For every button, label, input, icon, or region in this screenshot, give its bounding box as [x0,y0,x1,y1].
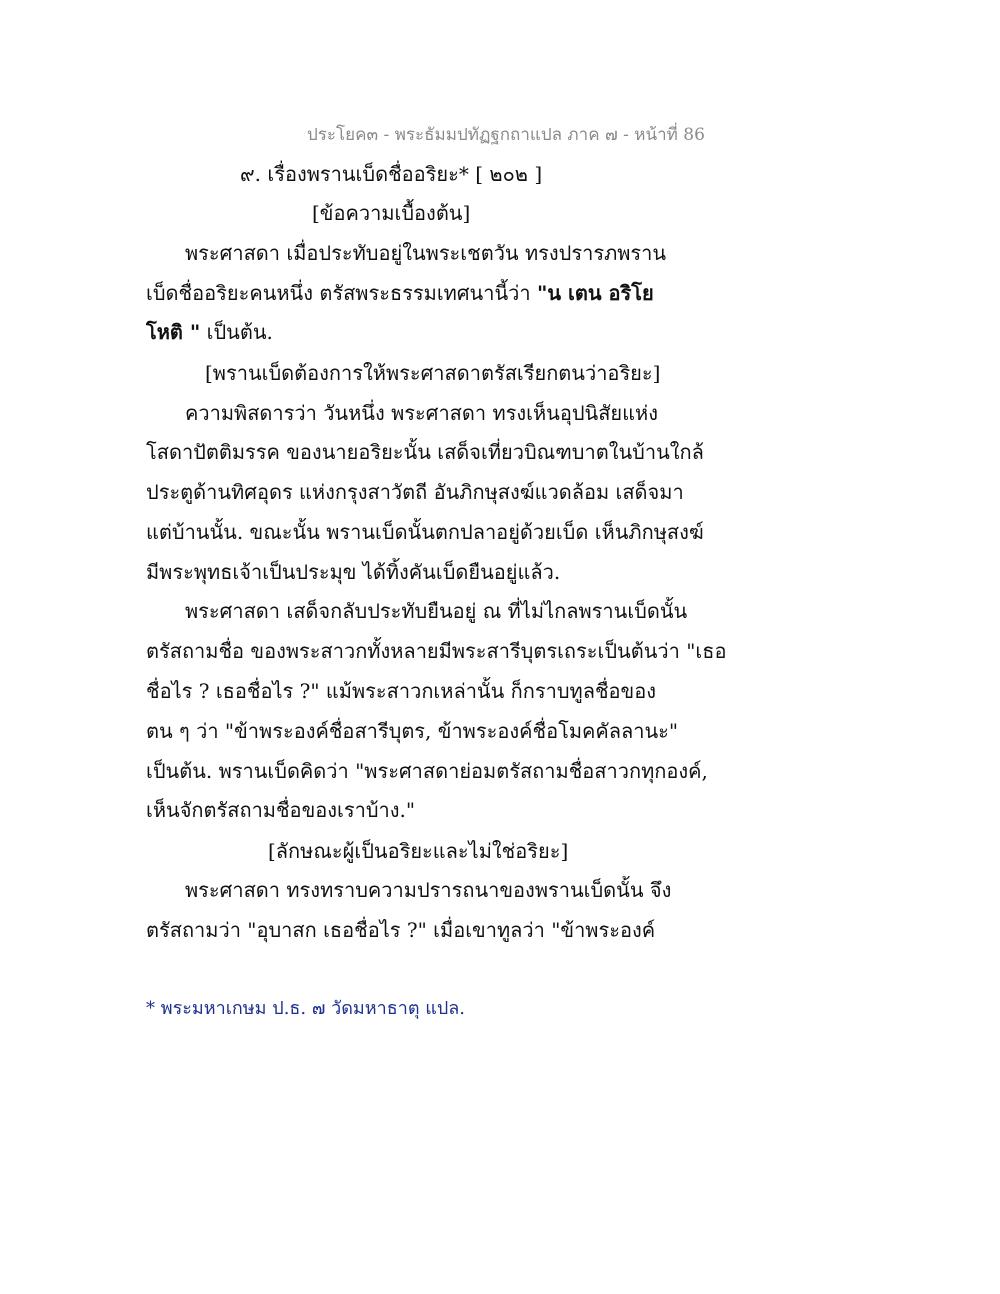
intro-line-3-plain: เป็นต้น. [200,320,273,344]
section-heading-intro: [ข้อความเบื้องต้น] [312,201,471,225]
intro-line-1: พระศาสดา เมื่อประทับอยู่ในพระเชตวัน ทรงปรารภพราน [185,241,667,265]
para1-line: ความพิสดารว่า วันหนึ่ง พระศาสดา ทรงเห็นอุปนิสัยแห่ง [185,401,658,425]
intro-line-2 [146,280,654,306]
para2-line: ตน ๆ ว่า "ข้าพระองค์ชื่อสารีบุตร, ข้าพระองค์ชื่อโมคคัลลานะ" [146,719,679,743]
para2-line: ชื่อไร ? เธอชื่อไร ?" แม้พระสาวกเหล่านั้น ก็กราบทูลชื่อของ [146,679,656,703]
para2-line: ตรัสถามชื่อ ของพระสาวกทั้งหลายมีพระสารีบุตรเถระเป็นต้นว่า "เธอ [146,639,727,663]
para1-line: แต่บ้านนั้น. ขณะนั้น พรานเบ็ดนั้นตกปลาอยู่ด้วยเบ็ด เห็นภิกษุสงฆ์ [146,520,704,544]
para1-line: มีพระพุทธเจ้าเป็นประมุข ได้ทิ้งคันเบ็ดยืนอยู่แล้ว. [146,560,561,584]
footnote: * พระมหาเกษม ป.ธ. ๗ วัดมหาธาตุ แปล. [146,998,466,1019]
para1-line: โสดาปัตติมรรค ของนายอริยะนั้น เสด็จเที่ยวบิณฑบาตในบ้านใกล้ [146,440,704,464]
intro-line-2-plain: เบ็ดชื่ออริยะคนหนึ่ง ตรัสพระธรรมเทศนานี้ว่า [146,281,537,305]
intro-line-2-quote: "น เตน อริโย [536,281,654,305]
section-heading-hunter: [พรานเบ็ดต้องการให้พระศาสดาตรัสเรียกตนว่าอริยะ] [205,361,661,385]
intro-line-3 [146,319,273,345]
intro-line-3-quote: โหติ " [146,320,201,344]
para2-line: พระศาสดา เสด็จกลับประทับยืนอยู่ ณ ที่ไม่ไกลพรานเบ็ดนั้น [185,599,688,623]
page-header: ประโยค๓ - พระธัมมปทัฏฐกถาแปล ภาค ๗ - หน้าที่ 86 [307,125,705,145]
para2-line: เป็นต้น. พรานเบ็ดคิดว่า "พระศาสดาย่อมตรัสถามชื่อสาวกทุกองค์, [146,759,708,783]
para3-line: ตรัสถามว่า "อุบาสก เธอชื่อไร ?" เมื่อเขาทูลว่า "ข้าพระองค์ [146,918,656,942]
story-title: ๙. เรื่องพรานเบ็ดชื่ออริยะ* [ ๒๐๒ ] [240,162,543,186]
para3-line: พระศาสดา ทรงทราบความปรารถนาของพรานเบ็ดนั้น จึง [185,878,672,902]
para1-line: ประตูด้านทิศอุดร แห่งกรุงสาวัตถี อันภิกษุสงฆ์แวดล้อม เสด็จมา [146,480,684,504]
para2-line: เห็นจักตรัสถามชื่อของเราบ้าง." [146,798,416,822]
section-heading-ariya: [ลักษณะผู้เป็นอริยะและไม่ใช่อริยะ] [268,839,569,863]
